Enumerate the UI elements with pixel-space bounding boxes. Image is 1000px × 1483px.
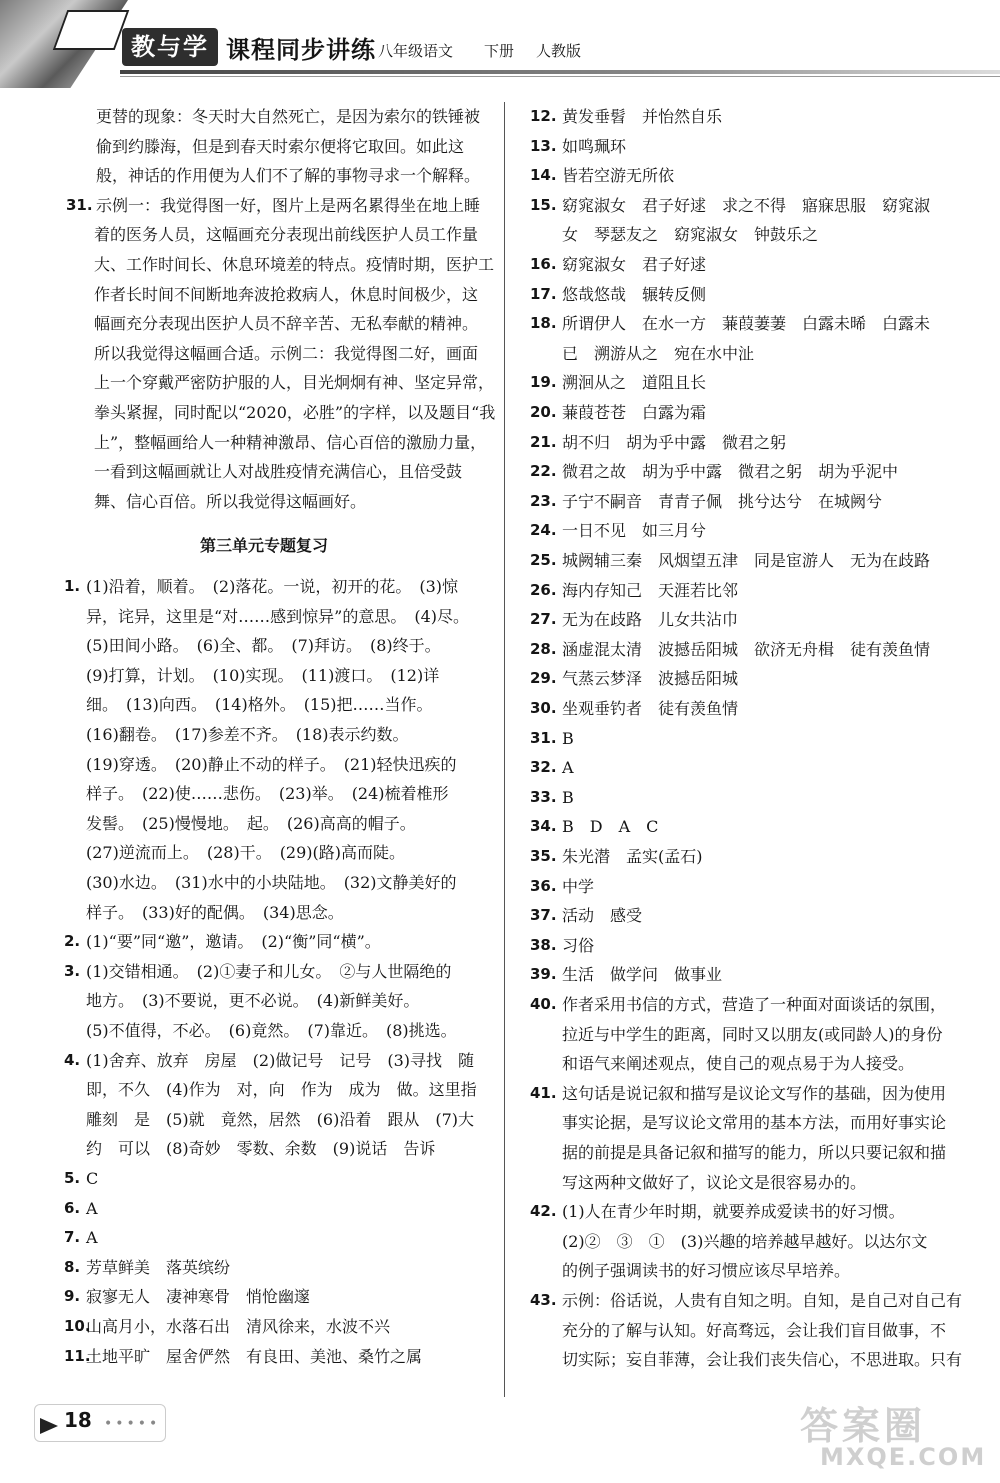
answer-line: 坐观垂钓者 徒有羡鱼情 xyxy=(562,699,739,718)
item-number: 38. xyxy=(530,935,557,954)
answer-line: 样子。 (33)好的配偶。 (34)思念。 xyxy=(86,902,344,922)
item-number: 33. xyxy=(530,787,557,806)
item-number: 4. xyxy=(64,1050,81,1069)
answer-line: 窈窕淑女 君子好逑 xyxy=(562,255,707,274)
answer-line: 芳草鲜美 落英缤纷 xyxy=(86,1257,231,1277)
answer-line: 习俗 xyxy=(562,935,595,955)
item-number: 37. xyxy=(530,906,557,925)
item-number: 7. xyxy=(64,1228,81,1247)
item-number: 36. xyxy=(530,876,557,895)
course-title: 课程同步讲练 xyxy=(226,36,376,64)
item-number: 28. xyxy=(530,639,557,658)
answer-line: 女 琴瑟友之 窈窕淑女 钟鼓乐之 xyxy=(562,225,819,245)
item-number: 43. xyxy=(530,1291,557,1309)
item-number: 35. xyxy=(530,847,557,865)
item-number: 25. xyxy=(530,551,557,569)
item-number: 31. xyxy=(530,728,557,747)
answer-line: 细。 (13)向西。 (14)格外。 (15)把……当作。 xyxy=(86,695,433,715)
answer-line: 大、工作时间长、休息环境差的特点。疫情时期，医护工 xyxy=(94,255,495,274)
answer-line: 幅画充分表现出医护人员不辞辛苦、无私奉献的精神。 xyxy=(94,314,479,334)
item-number: 41. xyxy=(530,1083,557,1102)
answer-line: (30)水边。 (31)水中的小块陆地。 (32)文静美好的 xyxy=(86,873,457,892)
answer-line: 雕刻 是 (5)就 竟然，居然 (6)沿着 跟从 (7)大 xyxy=(86,1109,474,1129)
item-number: 3. xyxy=(64,961,81,980)
item-number: 42. xyxy=(530,1202,557,1221)
answer-line: A xyxy=(86,1198,98,1218)
answer-line: (1)人在青少年时期，就要养成爱读书的好习惯。 xyxy=(562,1202,905,1222)
answer-line: B xyxy=(562,787,574,807)
item-number: 34. xyxy=(530,817,557,836)
answer-line: 异，诧异，这里是“对……感到惊异”的意思。 (4)尽。 xyxy=(86,606,470,626)
answer-line: A xyxy=(562,758,574,778)
header-rule xyxy=(120,70,1000,74)
answer-line: 微君之故 胡为乎中露 微君之躬 胡为乎泥中 xyxy=(562,462,899,482)
answer-line: 窈窕淑女 君子好逑 求之不得 寤寐思服 窈窕淑 xyxy=(562,195,931,215)
item-number: 2. xyxy=(64,932,81,951)
answer-line: 的例子强调读书的好习惯应该尽早培养。 xyxy=(562,1261,851,1281)
answer-line: (27)逆流而上。 (28)干。 (29)(路)高而陡。 xyxy=(86,843,406,863)
section-title: 第三单元专题复习 xyxy=(200,536,329,555)
answer-line: (1)舍弃、放弃 房屋 (2)做记号 记号 (3)寻找 随 xyxy=(86,1050,474,1070)
answer-line: 上”，整幅画给人一种精神激昂、信心百倍的激励力量， xyxy=(94,432,487,452)
answer-line: 溯洄从之 道阻且长 xyxy=(562,373,707,393)
answer-line: B D A C xyxy=(562,817,659,837)
answer-line: 切实际；妄自菲薄，会让我们丧失信心，不思进取。只有 xyxy=(562,1350,963,1370)
answer-line: 着的医务人员，这幅画充分表现出前线医护人员工作量 xyxy=(94,225,479,245)
item-number: 12. xyxy=(530,107,557,125)
answer-line: 土地平旷 屋舍俨然 有良田、美池、桑竹之属 xyxy=(86,1346,423,1366)
answer-line: 约 可以 (8)奇妙 零数、余数 (9)说话 告诉 xyxy=(86,1139,436,1159)
item-number: 16. xyxy=(530,255,557,273)
answer-line: (19)穿透。 (20)静止不动的样子。 (21)轻快迅疾的 xyxy=(86,754,457,774)
header-rule-thin xyxy=(120,76,1000,77)
answer-line: 据的前提是具备记叙和描写的能力，所以只要记叙和描 xyxy=(562,1143,947,1162)
answer-line: 舞、信心百倍。所以我觉得这幅画好。 xyxy=(94,491,367,511)
grade-label: 八年级语文 xyxy=(378,42,454,60)
item-number: 32. xyxy=(530,758,557,777)
item-number: 14. xyxy=(530,166,557,185)
item-number: 19. xyxy=(530,373,557,392)
item-number: 23. xyxy=(530,491,557,510)
answer-line: 一日不见 如三月兮 xyxy=(562,521,707,541)
answer-line: 子宁不嗣音 青青子佩 挑兮达兮 在城阙兮 xyxy=(562,491,883,511)
answer-line: 气蒸云梦泽 波撼岳阳城 xyxy=(562,669,739,689)
header-decoration-frame xyxy=(53,10,130,50)
answer-line: 无为在歧路 儿女共沾巾 xyxy=(562,610,739,630)
answer-line: 发髻。 (25)慢慢地。 起。 (26)高高的帽子。 xyxy=(86,813,416,833)
answer-line: 黄发垂髫 并怡然自乐 xyxy=(562,107,723,126)
answer-line: 般，神话的作用便为人们不了解的事物寻求一个解释。 xyxy=(96,166,481,186)
answer-line: 山高月小，水落石出 清风徐来，水波不兴 xyxy=(86,1317,391,1336)
item-number: 1. xyxy=(64,577,81,595)
answer-line: 拳头紧握，同时配以“2020，必胜”的字样，以及题目“我 xyxy=(94,403,496,422)
answer-line: 事实论据，是写议论文常用的基本方法，而用好事实论 xyxy=(562,1113,947,1133)
item-number: 29. xyxy=(530,669,557,688)
volume-label: 下册 xyxy=(484,42,515,60)
answer-line: 蒹葭苍苍 白露为霜 xyxy=(562,403,707,422)
answer-line: 示例：俗话说，人贵有自知之明。自知，是自己对自己有 xyxy=(562,1291,963,1310)
watermark xyxy=(790,1395,990,1477)
answer-line: 样子。 (22)使……悲伤。 (23)举。 (24)梳着椎形 xyxy=(86,784,449,804)
item-number: 30. xyxy=(530,699,557,717)
answer-line: 生活 做学问 做事业 xyxy=(562,965,723,985)
answer-line: 城阙辅三秦 风烟望五津 同是宦游人 无为在歧路 xyxy=(562,551,931,570)
answer-line: 作者长时间不间断地奔波抢救病人，休息时间极少，这 xyxy=(94,284,479,304)
brand-logo: 教与学 xyxy=(122,28,218,66)
item-number: 21. xyxy=(530,432,557,451)
answer-line: 涵虚混太清 波撼岳阳城 欲济无舟楫 徒有羡鱼情 xyxy=(562,639,931,659)
item-number: 27. xyxy=(530,610,557,629)
answer-line: 寂寥无人 凄神寒骨 悄怆幽邃 xyxy=(86,1287,311,1307)
edition-label: 人教版 xyxy=(536,42,582,60)
answer-line: B xyxy=(562,728,574,748)
answer-line: (1)“要”同“邀”，邀请。 (2)“衡”同“横”。 xyxy=(86,932,381,952)
item-number: 20. xyxy=(530,403,557,421)
answer-line: 胡不归 胡为乎中露 微君之躬 xyxy=(562,432,787,452)
item-number: 11. xyxy=(64,1346,91,1365)
watermark-url: MXQE.COM xyxy=(820,1443,987,1471)
answer-line: 这句话是说记叙和描写是议论文写作的基础，因为使用 xyxy=(562,1083,947,1103)
answer-line: 皆若空游无所依 xyxy=(562,166,675,186)
answer-line: 即，不久 (4)作为 对，向 作为 成为 做。这里指 xyxy=(86,1080,477,1100)
answer-line: 海内存知己 天涯若比邻 xyxy=(562,580,739,600)
answer-line: 悠哉悠哉 辗转反侧 xyxy=(562,284,707,304)
item-number: 13. xyxy=(530,136,557,155)
page-header xyxy=(0,0,1000,90)
answer-line: 写这两种文做好了，议论文是很容易办的。 xyxy=(562,1172,867,1192)
answer-line: (9)打算，计划。 (10)实现。 (11)渡口。 (12)详 xyxy=(86,665,440,685)
item-number: 24. xyxy=(530,521,557,540)
answer-line: 偷到约滕海，但是到春天时索尔便将它取回。如此这 xyxy=(96,136,465,156)
answer-line: 地方。 (3)不要说，更不必说。 (4)新鲜美好。 xyxy=(86,991,420,1011)
answer-line: C xyxy=(86,1169,99,1188)
item-number: 9. xyxy=(64,1287,81,1306)
item-number: 18. xyxy=(530,314,557,333)
answer-line: A xyxy=(86,1228,98,1248)
item-number: 31. xyxy=(66,195,93,214)
answer-line: (5)不值得，不必。 (6)竟然。 (7)靠近。 (8)挑选。 xyxy=(86,1021,457,1040)
answer-line: 如鸣珮环 xyxy=(562,136,627,156)
answer-line: 更替的现象：冬天时大自然死亡，是因为索尔的铁锤被 xyxy=(96,107,481,126)
answer-line: 朱光潜 孟实(孟石) xyxy=(562,847,703,866)
item-number: 17. xyxy=(530,284,557,303)
answer-line: 示例一：我觉得图一好，图片上是两名累得坐在地上睡 xyxy=(96,195,481,215)
answer-line: (16)翻卷。 (17)参差不齐。 (18)表示约数。 xyxy=(86,725,409,744)
answer-line: 上一个穿戴严密防护服的人，目光炯炯有神、坚定异常， xyxy=(94,373,495,393)
answer-line: 已 溯游从之 宛在水中沚 xyxy=(562,343,755,363)
column-divider xyxy=(504,102,505,1397)
item-number: 15. xyxy=(530,195,557,214)
item-number: 10. xyxy=(64,1317,91,1335)
answer-line: 活动 感受 xyxy=(562,906,643,926)
answer-line: 所谓伊人 在水一方 蒹葭萋萋 白露未晞 白露未 xyxy=(562,314,931,334)
item-number: 6. xyxy=(64,1198,81,1217)
item-number: 8. xyxy=(64,1257,81,1276)
answer-line: 充分的了解与认知。好高骛远，会让我们盲目做事，不 xyxy=(562,1320,947,1340)
answer-line: (5)田间小路。 (6)全、都。 (7)拜访。 (8)终于。 xyxy=(86,636,441,656)
page-number: 18 xyxy=(64,1408,92,1432)
answer-line: 所以我觉得这幅画合适。示例二：我觉得图二好，画面 xyxy=(94,343,479,363)
watermark-logo: 答案圈 xyxy=(800,1404,927,1448)
answer-line: (1)交错相通。 (2)①妻子和儿女。 ②与人世隔绝的 xyxy=(86,961,452,981)
answer-line: 和语气来阐述观点，使自己的观点易于为人接受。 xyxy=(562,1054,915,1074)
answer-line: 中学 xyxy=(562,876,595,896)
item-number: 40. xyxy=(530,995,557,1013)
arrow-icon xyxy=(40,1418,58,1434)
item-number: 39. xyxy=(530,965,557,984)
answer-line: (1)沿着，顺着。 (2)落花。一说，初开的花。 (3)惊 xyxy=(86,577,458,596)
item-number: 5. xyxy=(64,1169,81,1187)
dots-decoration: ••••• xyxy=(104,1416,161,1432)
answer-line: 作者采用书信的方式，营造了一种面对面谈话的氛围， xyxy=(562,995,947,1014)
item-number: 26. xyxy=(530,580,557,599)
item-number: 22. xyxy=(530,462,557,481)
answer-line: 一看到这幅画就让人对战胜疫情充满信心，且倍受鼓 xyxy=(94,462,463,482)
answer-line: (2)② ③ ① (3)兴趣的培养越早越好。以达尔文 xyxy=(562,1231,928,1251)
answer-line: 拉近与中学生的距离，同时又以朋友(或同龄人)的身份 xyxy=(562,1024,943,1044)
